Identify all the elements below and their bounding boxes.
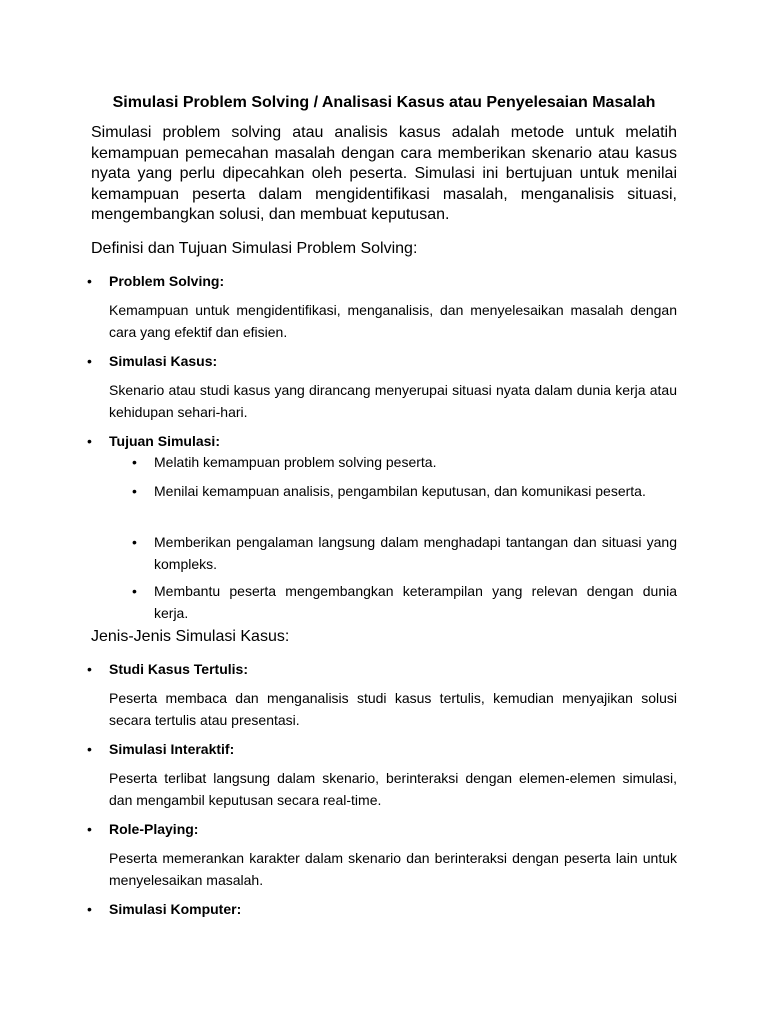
bullet-term-problem-solving: • Problem Solving: — [109, 271, 224, 291]
bullet-desc-simulasi-kasus: Skenario atau studi kasus yang dirancang menyerupai situasi nyata dalam dunia kerja atau kehidupan sehari-hari. — [109, 382, 677, 420]
sub-bullet-tujuan-3: • Memberikan pengalaman langsung dalam menghadapi tantangan dan situasi yang kompleks. — [154, 532, 677, 575]
bullet-term-role-playing: • Role-Playing: — [109, 819, 198, 839]
bullet-desc-problem-solving: Kemampuan untuk mengidentifikasi, menganalisis, dan menyelesaikan masalah dengan cara yang efektif dan efisien. — [109, 302, 677, 340]
bullet-term-studi-kasus-tertulis: • Studi Kasus Tertulis: — [109, 659, 248, 679]
bullet-desc-studi-kasus-tertulis: Peserta membaca dan menganalisis studi kasus tertulis, kemudian menyajikan solusi secara tertulis atau presentasi. — [109, 690, 677, 728]
bullet-term-simulasi-komputer: • Simulasi Komputer: — [109, 899, 241, 919]
bullet-term-simulasi-interaktif: • Simulasi Interaktif: — [109, 739, 234, 759]
sub-bullet-tujuan-1: • Melatih kemampuan problem solving peserta. — [154, 452, 677, 474]
bullet-desc-simulasi-interaktif: Peserta terlibat langsung dalam skenario, berinteraksi dengan elemen-elemen simulasi, dan mengambil keputusan secara real-time. — [109, 770, 677, 808]
page-title: Simulasi Problem Solving / Analisasi Kasus atau Penyelesaian Masalah — [112, 94, 656, 111]
section-heading-definisi: Definisi dan Tujuan Simulasi Problem Solving: — [91, 240, 418, 257]
bullet-term-tujuan-simulasi: • Tujuan Simulasi: — [109, 431, 220, 451]
bullet-term-simulasi-kasus: • Simulasi Kasus: — [109, 351, 217, 371]
sub-bullet-tujuan-2: • Menilai kemampuan analisis, pengambilan keputusan, dan komunikasi peserta. — [154, 481, 677, 503]
bullet-desc-role-playing: Peserta memerankan karakter dalam skenario dan berinteraksi dengan peserta lain untuk menyelesaikan masalah. — [109, 850, 677, 888]
sub-bullet-tujuan-4: • Membantu peserta mengembangkan keterampilan yang relevan dengan dunia kerja. — [154, 581, 677, 624]
section-heading-jenis: Jenis-Jenis Simulasi Kasus: — [91, 628, 290, 645]
intro-paragraph: Simulasi problem solving atau analisis kasus adalah metode untuk melatih kemampuan pemecahan masalah dengan cara memberikan skenario atau kasus nyata yang perlu dipecahkan oleh peserta. Simulasi ini bertujuan untuk menilai kemampuan peserta dalam mengidentifikasi masalah, menganalisis situasi, mengembangkan solusi, dan membuat keputusan. — [91, 124, 677, 223]
